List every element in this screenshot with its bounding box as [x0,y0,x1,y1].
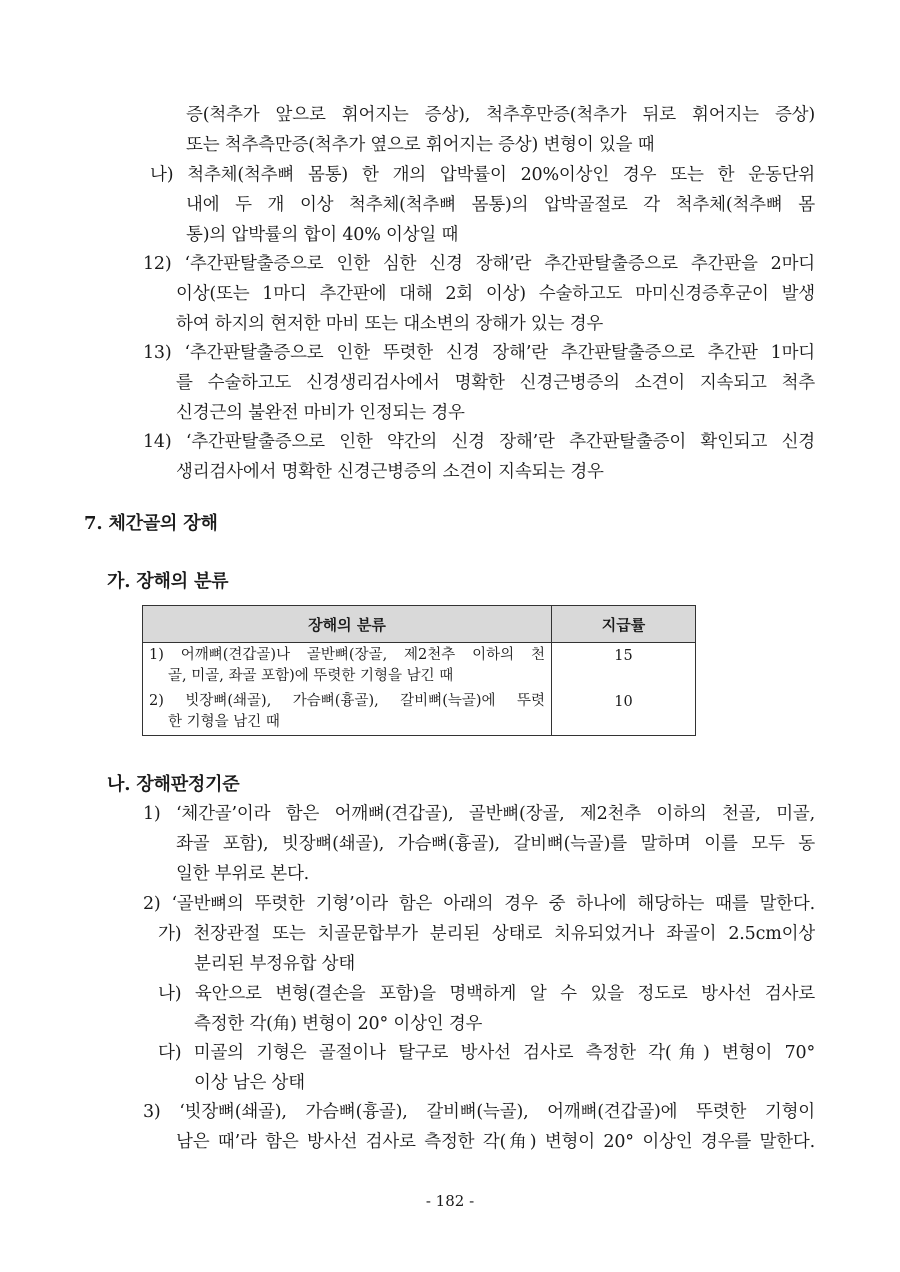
text-line: 나) 육안으로 변형(결손을 포함)을 명백하게 알 수 있을 정도로 방사선 검사로 [158,984,815,1004]
cell-text: 1) 어깨뼈(견갑골)나 골반뼈(장골, 제2천추 이하의 천 [149,647,545,663]
page-number: - 182 - [425,1192,475,1210]
subsection-heading: 가. 장해의 분류 [107,571,229,592]
text-line: 남은 때’라 함은 방사선 검사로 측정한 각(角) 변형이 20° 이상인 경우를 말한다. [176,1132,815,1152]
text-line: 2) ‘골반뼈의 뚜렷한 기형’이라 함은 아래의 경우 중 하나에 해당하는 때를 말한다. [143,894,815,914]
text-line: 이상 남은 상태 [194,1073,305,1093]
table-cell [143,643,552,690]
text-line: 분리된 부정유합 상태 [194,954,356,974]
text-line: 일한 부위로 본다. [176,864,310,884]
text-line: 신경근의 불완전 마비가 인정되는 경우 [176,403,465,423]
table-row [143,643,696,690]
text-line: 를 수술하고도 신경생리검사에서 명확한 신경근병증의 소견이 지속되고 척추 [176,373,815,393]
table-header: 장해의 분류 [143,606,552,643]
table-cell: 10 [552,689,696,736]
text-line: 3) ‘빗장뼈(쇄골), 가슴뼈(흉골), 갈비뼈(늑골), 어깨뼈(견갑골)에 뚜렷한 기형이 [143,1102,815,1122]
disability-table [142,605,696,736]
text-line: 하여 하지의 현저한 마비 또는 대소변의 장해가 있는 경우 [176,314,604,334]
text-line: 나) 척추체(척추뼈 몸통) 한 개의 압박률이 20%이상인 경우 또는 한 운동단위 [150,165,815,185]
section-heading: 7. 체간골의 장해 [84,513,218,534]
text-line: 내에 두 개 이상 척추체(척추뼈 몸통)의 압박골절로 각 척추체(척추뼈 몸 [186,195,815,215]
text-line: 다) 미골의 기형은 골절이나 탈구로 방사선 검사로 측정한 각(角) 변형이 70° [158,1043,815,1063]
cell-text: 골, 미골, 좌골 포함)에 뚜렷한 기형을 남긴 때 [168,668,454,684]
text-line: 12) ‘추간판탈출증으로 인한 심한 신경 장해’란 추간판탈출증으로 추간판을 2마디 [143,254,815,274]
table-header: 지급률 [552,606,696,643]
text-line: 1) ‘체간골’이라 함은 어깨뼈(견갑골), 골반뼈(장골, 제2천추 이하의 천골, 미골, [143,804,815,824]
text-line: 가) 천장관절 또는 치골문합부가 분리된 상태로 치유되었거나 좌골이 2.5cm이상 [158,924,815,944]
cell-text: 한 기형을 남긴 때 [168,714,280,730]
table-cell [143,689,552,736]
text-line: 생리검사에서 명확한 신경근병증의 소견이 지속되는 경우 [176,462,604,482]
text-line: 이상(또는 1마디 추간판에 대해 2회 이상) 수술하고도 마미신경증후군이 발생 [176,284,815,304]
cell-text: 2) 빗장뼈(쇄골), 가슴뼈(흉골), 갈비뼈(늑골)에 뚜렷 [149,693,545,709]
text-line: 또는 척추측만증(척추가 옆으로 휘어지는 증상) 변형이 있을 때 [186,135,655,155]
text-line: 통)의 압박률의 합이 40% 이상일 때 [186,225,459,245]
table-header-row [143,606,696,643]
text-line: 측정한 각(角) 변형이 20° 이상인 경우 [194,1014,483,1034]
text-line: 좌골 포함), 빗장뼈(쇄골), 가슴뼈(흉골), 갈비뼈(늑골)를 말하며 이를 모두 동 [176,834,815,854]
table-cell: 15 [552,643,696,690]
table-row [143,689,696,736]
text-line: 14) ‘추간판탈출증으로 인한 약간의 신경 장해’란 추간판탈출증이 확인되고 신경 [143,432,815,452]
text-line: 13) ‘추간판탈출증으로 인한 뚜렷한 신경 장해’란 추간판탈출증으로 추간판 1마디 [143,343,815,363]
text-line: 증(척추가 앞으로 휘어지는 증상), 척추후만증(척추가 뒤로 휘어지는 증상) [186,105,815,125]
subsection-heading: 나. 장해판정기준 [107,774,240,795]
